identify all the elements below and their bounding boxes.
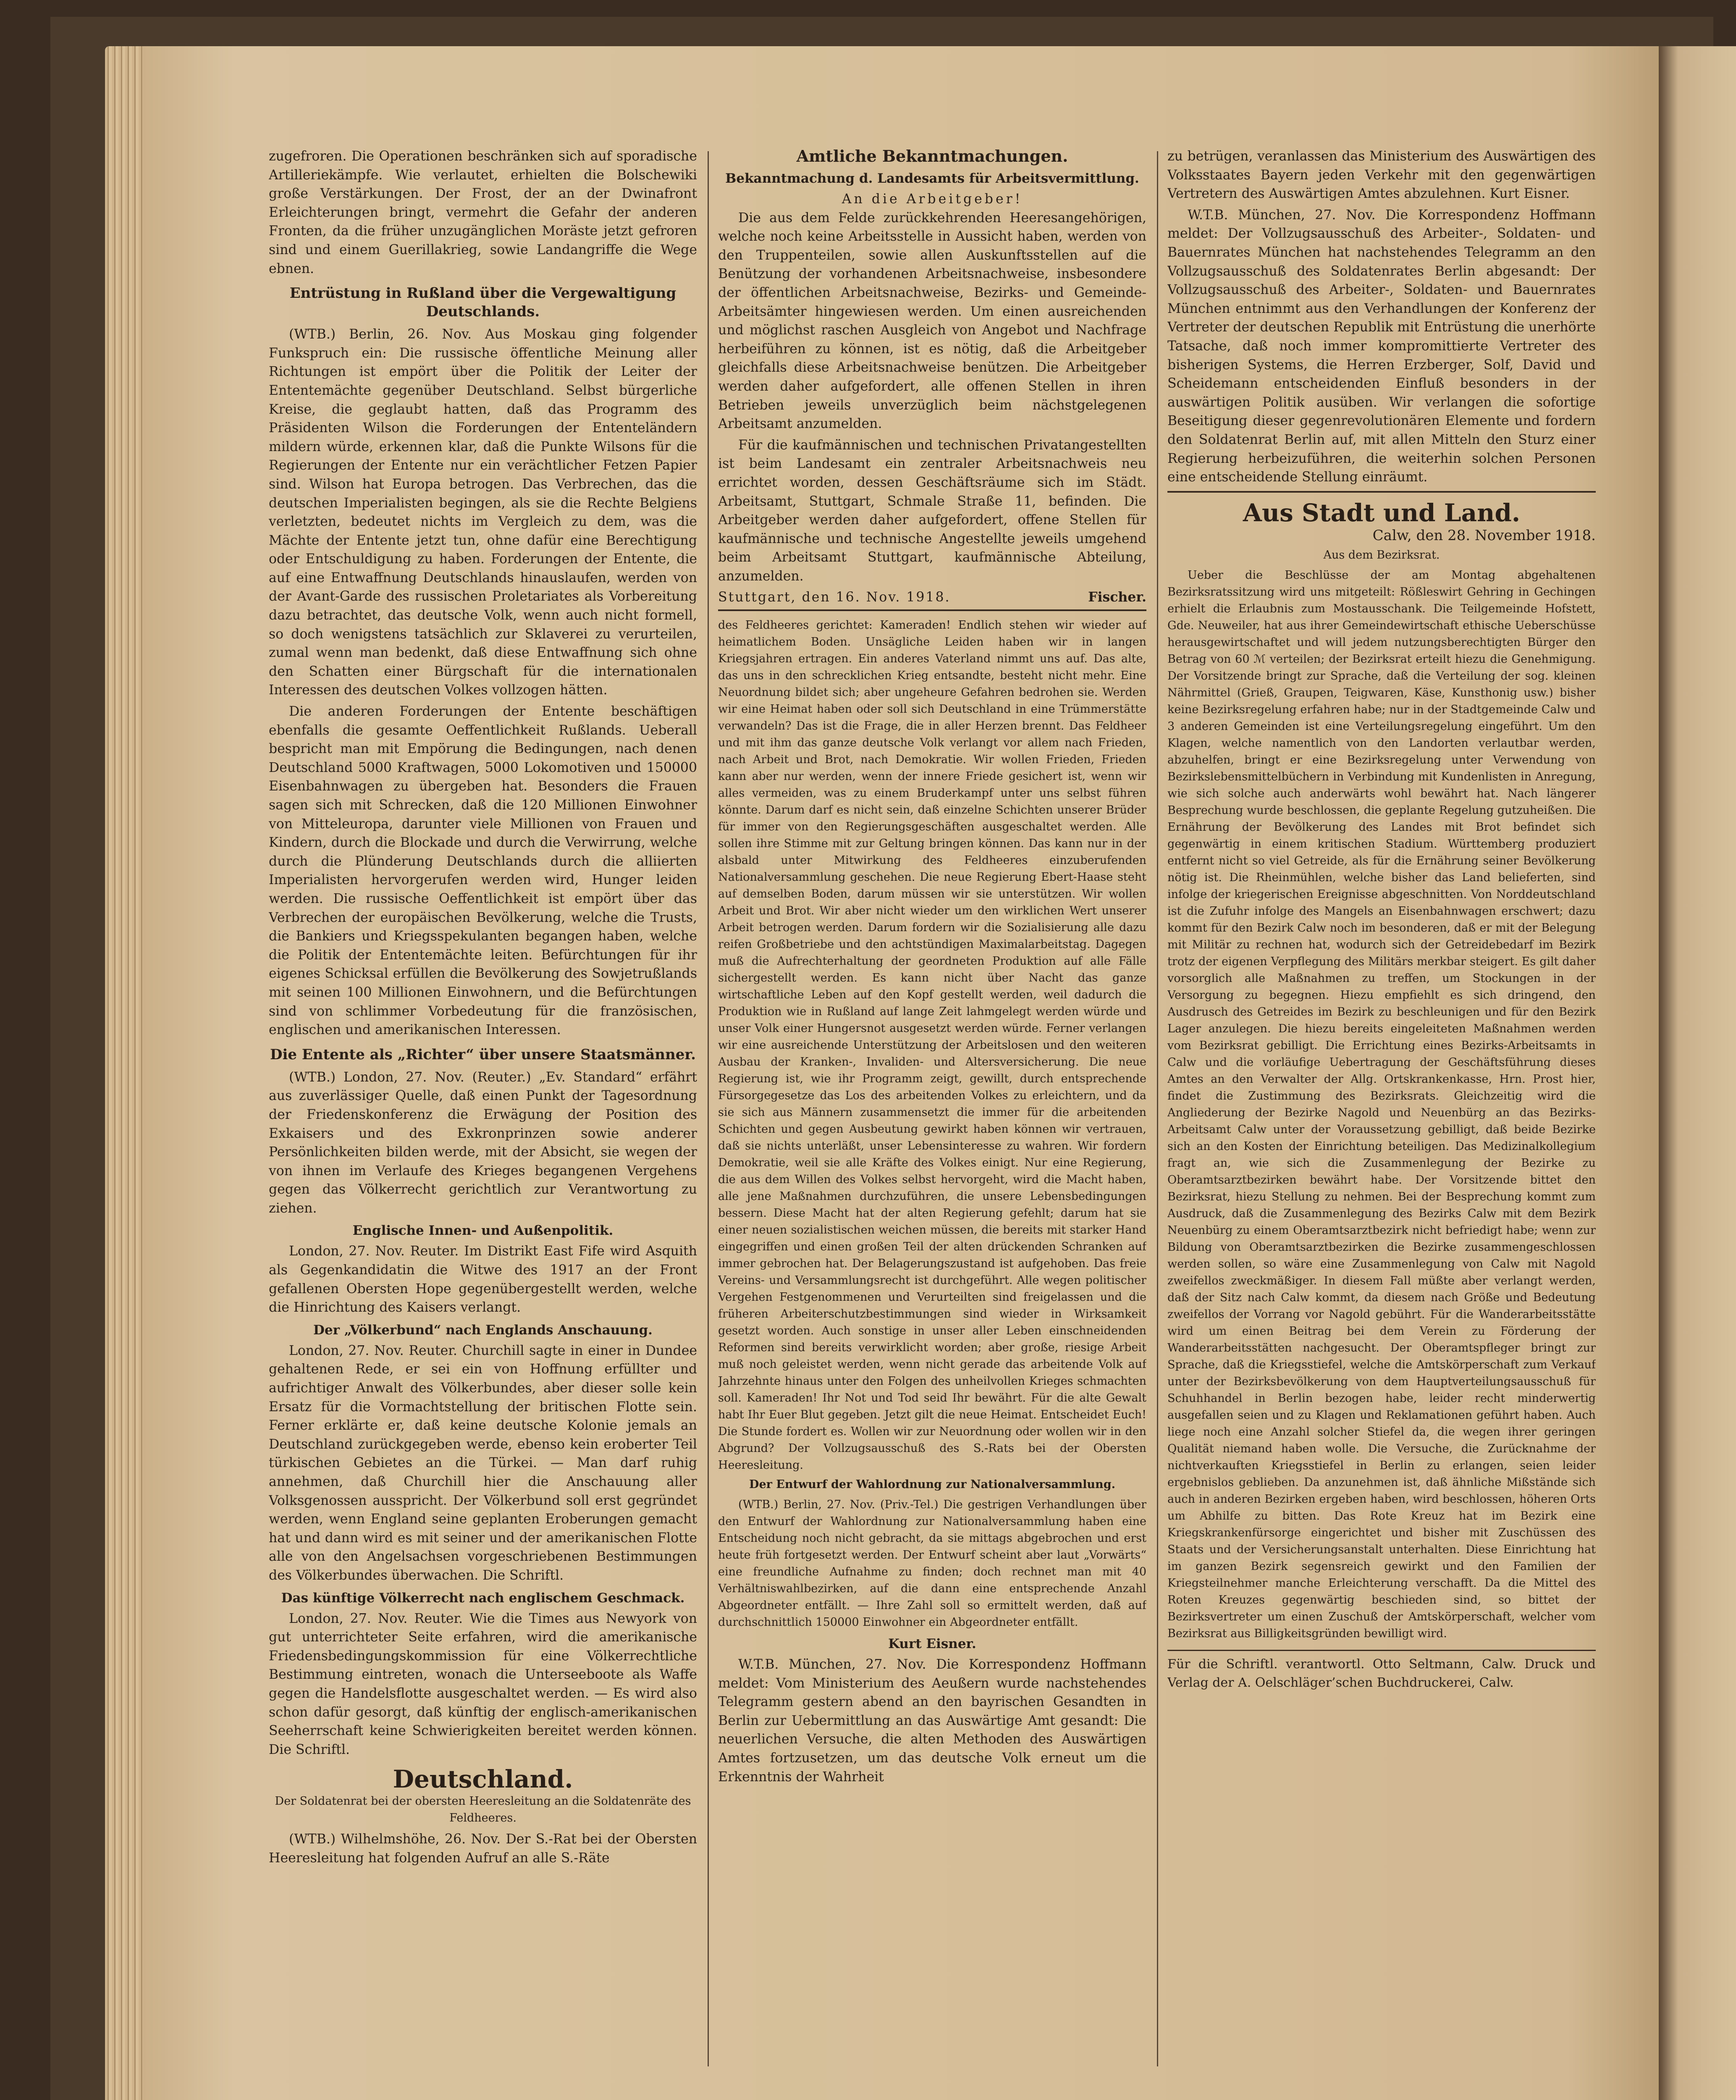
article-paragraph: W.T.B. München, 27. Nov. Die Korrespondenz Hoffmann meldet: Der Vollzugsausschuß des Arbeiter-, Soldaten- und Bauernrates München hat nachstehendes Telegramm an den Vollzugsausschuß des Soldatenrates Berlin abgesandt: Der Vollzugsausschuß des Arbeiter-, Soldaten- und Bauernrates München entnimmt aus den Verhandlungen der Konferenz der Vertreter der deutschen Republik mit Entrüstung die unerhörte Tatsache, daß noch immer kompromittierte Vertreter des bisherigen Systems, die Herren Erzberger, Solf, David und Scheidemann entscheidenden Einfluß besonders in der auswärtigen Politik ausüben. Wir verlangen die sofortige Beseitigung dieser gegenrevolutionären Elemente und fordern den Soldatenrat Berlin auf, mit allen Mitteln den Sturz einer Regierung herbeizuführen, die weiterhin solchen Personen eine entscheidende Stellung einräumt. (1167, 207, 1596, 485)
article-paragraph: (WTB.) Wilhelmshöhe, 26. Nov. Der S.-Rat bei der Obersten Heeresleitung hat folgenden Aufruf an alle S.-Räte (269, 1831, 697, 1866)
article-paragraph: zu betrügen, veranlassen das Ministerium des Auswärtigen des Volksstaates Bayern jeden Verkehr mit den gegenwärtigen Vertretern des Auswärtigen Amtes abzulehnen. Kurt Eisner. (1167, 149, 1596, 202)
article-paragraph: des Feldheeres gerichtet: Kameraden! Endlich stehen wir wieder auf heimatlichem Boden. Unsägliche Leiden haben wir in langen Kriegsjahren ertragen. Ein anderes Vaterland nimmt uns auf. Das alte, das uns in den schrecklichen Krieg entsandte, besteht nicht mehr. Eine Neuordnung bildet sich; aber ungeheure Gefahren bedrohen sie. Werden wir eine Heimat haben oder soll sich Deutschland in eine Trümmerstätte verwandeln? Das ist die Frage, die in aller Herzen brennt. Das Feldheer und mit ihm das ganze deutsche Volk verlangt vor allem nach Frieden, nach Arbeit und Brot, nach Demokratie. Wir wollen Frieden, Frieden kann aber nur werden, wenn der innere Friede gesichert ist, wenn wir alles vermeiden, was zu einem Bruderkampf unter uns selbst führen könnte. Darum darf es nicht sein, daß einzelne Schichten unserer Brüder für immer von den Regierungsgeschäften ausgeschaltet werden. Alle sollen ihre Stimme mit zur Geltung bringen können. Das kann nur in der alsbald unter Mitwirkung des Feldheeres einzuberufenden Nationalversammlung geschehen. Die neue Regierung Ebert-Haase steht auf demselben Boden, darum müssen wir sie unterstützen. Wir wollen Arbeit und Brot. Wir aber nicht wieder um den wirklichen Wert unserer Arbeit betrogen werden. Darum fordern wir die Sozialisierung alle dazu reifen Großbetriebe und den achtstündigen Maximalarbeitstag. Dagegen muß die Aufrechterhaltung der geordneten Produktion auf alle Fälle sichergestellt werden. Es kann nicht über Nacht das ganze wirtschaftliche Leben auf den Kopf gestellt werden, weil dadurch die Produktion wie in Rußland auf lange Zeit lahmgelegt werden würde und unser Volk einer Hungersnot ausgesetzt werden würde. Ferner verlangen wir eine ausreichende Unterstützung der Arbeitslosen und den weiteren Ausbau der Kranken-, Invaliden- und Altersversicherung. Die neue Regierung ist, wie ihr Programm zeigt, gewillt, durch entsprechende Fürsorgegesetze das Los des arbeitenden Volkes zu erleichtern, und da sie sich aus Männern zusammensetzt die immer für die arbeitenden Schichten und gegen Ausbeutung gewirkt haben können wir vertrauen, daß sie nichts unterläßt, unser Lebensinteresse zu wahren. Wir fordern Demokratie, weil sie alle Kräfte des Volkes einigt. Nur eine Regierung, die aus dem Willen des Volkes selbst hervorgeht, wird die Macht haben, alle jene Maßnahmen durchzuführen, die unsere Lebensbedingungen bessern. Diese Macht hat der alten Regierung gefehlt; darum hat sie einer neuen sozialistischen weichen müssen, die bereits mit starker Hand eingegriffen und einen großen Teil der alten drückenden Schranken auf immer gebrochen hat. Der Belagerungszustand ist aufgehoben. Das freie Vereins- und Versammlungsrecht ist durchgeführt. Alle wegen politischer Vergehen Festgenommenen und Verurteilten sind freigelassen und die früheren Arbeiterschutzbestimmungen sind wieder in Wirksamkeit gesetzt worden. Auch sonstige in unser aller Leben einschneidenden Reformen sind bereits verwirklicht worden; aber große, riesige Arbeit muß noch geleistet werden, wenn nicht gerade das arbeitende Volk auf Jahrzehnte hinaus unter den Folgen des unheilvollen Krieges schmachten soll. Kameraden! Ihr Not und Tod seid Ihr bewährt. Für die alte Gewalt habt Ihr Euer Blut gegeben. Jetzt gilt die neue Heimat. Entscheidet Euch! Die Stunde fordert es. Wollen wir zur Neuordnung oder wollen wir in den Abgrund? Der Vollzugsausschuß des S.-Rats bei der Obersten Heeresleitung. (718, 619, 1146, 1472)
headline: Bekanntmachung d. Landesamts für Arbeitsvermittlung. (725, 171, 1139, 186)
section-title: Amtliche Bekanntmachungen. (796, 147, 1068, 165)
article-paragraph: zugefroren. Die Operationen beschränken sich auf sporadische Artilleriekämpfe. Wie verlautet, erhielten die Bolschewiki große Verstärkungen. Der Frost, der an der Dwinafront Erleichterungen bringt, vermehrt die Gefahr der anderen Fronten, da die früher unzugänglichen Moräste jetzt gefroren sind und einem Guerillakrieg, sowie Landangriffe die Wege ebnen. (269, 149, 697, 276)
headline: Englische Innen- und Außenpolitik. (352, 1223, 614, 1239)
headline: Entrüstung in Rußland über die Vergewaltigung Deutschlands. (289, 285, 677, 320)
column-rule (1157, 151, 1158, 2066)
article-paragraph: Die aus dem Felde zurückkehrenden Heeresangehörigen, welche noch keine Arbeitsstelle in Aussicht haben, werden von den Truppenteilen, sowie allen Auskunftsstellen auf die Benützung der vorhandenen Arbeitsnachweise, insbesondere der öffentlichen Arbeitsnachweise, Bezirks- und Gemeinde-Arbeitsämter hingewiesen werden. Um einen ausreichenden und möglichst raschen Ausgleich von Angebot und Nachfrage herbeiführen zu können, ist es nötig, daß die Arbeitgeber gleichfalls diese Arbeitsnachweise benützen. Die Arbeitgeber werden daher aufgefordert, alle offenen Stellen in ihren Betrieben jeweils unverzüglich beim nächstgelegenen Arbeitsamt anzumelden. (718, 210, 1146, 432)
article-paragraph: (WTB.) Berlin, 27. Nov. (Priv.-Tel.) Die gestrigen Verhandlungen über den Entwurf der Wahlordnung zur Nationalversammlung haben eine Entscheidung noch nicht gebracht, da sie mittags abgebrochen und erst heute früh fortgesetzt werden. Der Entwurf scheint aber laut „Vorwärts“ eine freundliche Aufnahme zu finden; doch rechnet man mit 40 Verhältniswahlbezirken, auf die dann eine entsprechende Anzahl Abgeordneter entfällt. — Ihre Zahl soll so ermittelt werden, daß auf durchschnittlich 150000 Einwohner ein Abgeordneter entfällt. (718, 1498, 1146, 1629)
article-paragraph: London, 27. Nov. Reuter. Im Distrikt East Fife wird Asquith als Gegenkandidatin die Witwe des 1917 an der Front gefallenen Obersten Hope gegenübergestellt werden, welche die Hinrichtung des Kaisers verlangt. (269, 1244, 697, 1315)
article-paragraph: Für die kaufmännischen und technischen Privatangestellten ist beim Landesamt ein zentraler Arbeitsnachweis neu errichtet worden, dessen Geschäftsräume sich im Städt. Arbeitsamt, Stuttgart, Schmale Straße 11, befinden. Die Arbeitgeber werden daher aufgefordert, offene Stellen für kaufmännische und technische Angestellte jeweils umgehend beim Arbeitsamt Stuttgart, kaufmännische Abteilung, anzumelden. (718, 437, 1146, 584)
section-title: Deutschland. (393, 1765, 573, 1794)
section-divider (1167, 491, 1596, 493)
imprint: Für die Schriftl. verantwortl. Otto Seltmann, Calw. Druck und Verlag der A. Oelschläger’schen Buchdruckerei, Calw. (1167, 1650, 1596, 1693)
addressee: An die Arbeitgeber! (842, 192, 1023, 207)
signature-name: Fischer. (1088, 589, 1146, 605)
newspaper-page (143, 46, 1659, 2100)
article-paragraph: London, 27. Nov. Reuter. Wie die Times aus Newyork von gut unterrichteter Seite erfahren, wird die amerikanische Friedensbedingungskommission für eine Völkerrechtliche Bestimmung eintreten, wonach die Unterseeboote als Waffe gegen die Handelsflotte ausgeschaltet werden. — Es wird also schon dafür gesorgt, daß künftig der englisch-amerikanischen Seeherrschaft keine Schwierigkeiten bereitet werden können. Die Schriftl. (269, 1611, 697, 1757)
headline: Kurt Eisner. (888, 1636, 976, 1652)
article-paragraph: Ueber die Beschlüsse der am Montag abgehaltenen Bezirksratssitzung wird uns mitgeteilt: Rößleswirt Gehring in Gechingen erhielt die Erlaubnis zum Mostausschank. Die Teilgemeinde Hofstett, Gde. Neuweiler, hat aus ihrer Gemeindewirtschaft ethische Ueberschüsse herausgewirtschaftet und will jedem nutzungsberechtigten Bürger den Betrag von 60 ℳ verteilen; der Bezirksrat erteilt hiezu die Genehmigung. Der Vorsitzende bringt zur Sprache, daß die Verteilung der sog. kleinen Nährmittel (Grieß, Graupen, Teigwaren, Käse, Kunsthonig usw.) bisher keine Bezirksregelung erfahren habe; nur in der Stadtgemeinde Calw und 3 anderen Gemeinden ist eine Verteilungsregelung eingeführt. Um den Klagen, welche namentlich von den Landorten verlautbar werden, abzuhelfen, bringt er eine Bezirksregelung unter Verwendung von Bezirkslebensmittelbüchern in Verbindung mit Kundenlisten in Anregung, wie sich solche auch anderwärts wohl bewährt hat. Nach längerer Besprechung wurde beschlossen, die geplante Regelung gutzuheißen. Die Ernährung der Bevölkerung des Landes mit Brot befindet sich gegenwärtig in einem kritischen Stadium. Württemberg produziert entfernt nicht so viel Getreide, als für die Ernährung seiner Bevölkerung nötig ist. Die Rheinmühlen, welche bisher das Land belieferten, sind infolge der kriegerischen Ereignisse abgeschnitten. Von Norddeutschland ist die Zufuhr infolge des Mangels an Eisenbahnwagen erschwert; dazu kommt für den Bezirk Calw noch im besonderen, daß er mit der Belegung mit Militär zu rechnen hat, wodurch sich der Getreidebedarf im Bezirk trotz der eigenen Verpflegung des Militärs merkbar steigert. Es gilt daher vorsorglich alle Maßnahmen zu treffen, um Stockungen in der Versorgung zu begegnen. Hiezu empfiehlt es sich dringend, den Ausdrusch des Getreides im Bezirk zu beschleunigen und für den Bezirk Lager anzulegen. Die hiezu bereits eingeleiteten Maßnahmen werden vom Bezirksrat gebilligt. Die Errichtung eines Bezirks-Arbeitsamts in Calw und die vorläufige Uebertragung der Geschäftsführung dieses Amtes an den Verwalter der Allg. Ortskrankenkasse, Hrn. Prost hier, findet die Zustimmung des Bezirksrats. Gleichzeitig wird die Angliederung der Bezirke Nagold und Neuenbürg an das Bezirks-Arbeitsamt Calw unter der Voraussetzung gebilligt, daß beide Bezirke sich an den Kosten der Einrichtung beteiligen. Das Medizinalkollegium fragt an, wie sich die Zusammenlegung der Bezirke zu Oberamtsarztbezirken bewährt habe. Der Vorsitzende bittet den Bezirksrat, hiezu Stellung zu nehmen. Bei der Besprechung kommt zum Ausdruck, daß die Zusammenlegung des Bezirks Calw mit dem Bezirk Neuenbürg zu einem Oberamtsarztbezirk nicht befriedigt habe; wenn zur Bildung von Oberamtsarztbezirken die Bezirke zusammengeschlossen werden sollen, so wäre eine Zusammenlegung von Calw mit Nagold zweifellos zweckmäßiger. In diesem Fall müßte aber verlangt werden, daß der Sitz nach Calw kommt, da diesem nach Größe und Bedeutung zweifellos der Vorrang vor Nagold gebührt. Für die Wanderarbeitsstätte wird um einen Beitrag bei dem Verein zu Förderung der Wanderarbeitsstätten nachgesucht. Der Oberamtspfleger bringt zur Sprache, daß die Kriegsstiefel, welche die Amtskörperschaft zum Verkauf unter der Bezirksbevölkerung von dem Hauptverteilungsausschuß für Schuhhandel in Berlin bezogen habe, leider recht minderwertig ausgefallen seien und zu Klagen und Reklamationen geführt haben. Auch liege noch eine Anzahl solcher Stiefel da, die wegen ihrer geringen Qualität niemand haben wolle. Die Versuche, die Zurücknahme der nichtverkauften Kriegsstiefel in Berlin zu erlangen, seien leider ergebnislos geblieben. Da anzunehmen ist, daß ähnliche Mißstände sich auch in anderen Bezirken ergeben haben, wird beschlossen, höheren Orts um Abhilfe zu bitten. Das Rote Kreuz hat im Bezirk eine Kriegskrankenfürsorge eingerichtet und bisher mit Zuschüssen des Staats und der Versicherungsanstalt unterhalten. Diese Einrichtung hat im ganzen Bezirk segensreich gewirkt und den Familien der Kriegsteilnehmer manche Erleichterung verschafft. Da die Mittel des Roten Kreuzes gegenwärtig beschieden sind, so bittet der Bezirksvertreter um einen Zuschuß der Amtskörperschaft, welcher vom Bezirksrat aus Billigkeitsgründen bewilligt wird. (1167, 568, 1596, 1640)
column-middle (718, 147, 1146, 2066)
article-paragraph: Die anderen Forderungen der Entente beschäftigen ebenfalls die gesamte Oeffentlichkeit Rußlands. Ueberall bespricht man mit Empörung die Bedingungen, nach denen Deutschland 5000 Kraftwagen, 5000 Lokomotiven und 150000 Eisenbahnwagen zu übergeben hat. Besonders die Frauen sagen sich mit Schrecken, daß die 120 Millionen Einwohner von Mitteleuropa, darunter viele Millionen von Frauen und Kindern, durch die Blockade und durch die Verwirrung, welche durch die Plünderung Deutschlands durch die alliierten Imperialisten hervorgerufen werden wird, Hunger leiden werden. Die russische Oeffentlichkeit ist empört über das Verbrechen der europäischen Bevölkerung, welche die Trusts, die Bankiers und Kriegsspekulanten begangen haben, welche die Politik der Ententemächte leiten. Befürchtungen für ihr eigenes Schicksal erfüllen die Bevölkerung des Sowjetrußlands mit seinen 100 Millionen Einwohnern, und die Befürchtungen sind von schlimmer Vorbedeutung für die französischen, englischen und amerikanischen Interessen. (269, 704, 697, 1038)
signature-line (718, 588, 1146, 611)
article-paragraph: (WTB.) London, 27. Nov. (Reuter.) „Ev. Standard“ erfährt aus zuverlässiger Quelle, daß einen Punkt der Tagesordnung der Friedenskonferenz die Erwägung der Position des Exkaisers und des Exkronprinzen sowie anderer Persönlichkeiten bilden werde, mit der Absicht, sie wegen der von ihnen im Verlaufe des Krieges begangenen Vergehens gegen das Völkerrecht gerichtlich zur Verantwortung zu ziehen. (269, 1069, 697, 1216)
subheading: Der Soldatenrat bei der obersten Heeresleitung an die Soldatenräte des Feldheeres. (275, 1794, 691, 1824)
column-left (269, 147, 697, 2066)
article-paragraph: London, 27. Nov. Reuter. Churchill sagte in einer in Dundee gehaltenen Rede, er sei ein von Hoffnung erfüllter und aufrichtiger Anwalt des Völkerbundes, aber dieser solle kein Ersatz für die Vormachtstellung der britischen Flotte sein. Ferner erklärte er, daß keine deutsche Kolonie jemals an Deutschland zurückgegeben werde, ebenso kein eroberter Teil türkischen Gebietes an die Türkei. — Man darf ruhig annehmen, daß Churchill hier die Anschauung aller Volksgenossen ausspricht. Der Völkerbund soll erst gegründet werden, wenn England seine geplanten Eroberungen gemacht hat und dann wird es mit seiner und der amerikanischen Flotte alle von den Angelsachsen vorgeschriebenen Bestimmungen des Völkerbundes überwachen. Die Schriftl. (269, 1343, 697, 1583)
column-right (1167, 147, 1596, 2066)
article-paragraph: W.T.B. München, 27. Nov. Die Korrespondenz Hoffmann meldet: Vom Ministerium des Aeußern wurde nachstehendes Telegramm gestern abend an den bayrischen Gesandten in Berlin zur Uebermittlung an das Auswärtige Amt gesandt: Die neuerlichen Versuche, die alten Methoden des Auswärtigen Amtes fortzusetzen, um das deutsche Volk erneut um die Erkenntnis der Wahrheit (718, 1657, 1146, 1785)
article-paragraph: (WTB.) Berlin, 26. Nov. Aus Moskau ging folgender Funkspruch ein: Die russische öffentliche Meinung aller Richtungen ist empört über die Politik der Leiter der Ententemächte gegenüber Deutschland. Selbst bürgerliche Kreise, die geglaubt hatten, daß das Programm des Präsidenten Wilson die Forderungen der Ententeländern mildern würde, erkennen klar, daß die Punkte Wilsons für die Regierungen der Entente nur ein verächtlicher Fetzen Papier sind. Wilson hat Europa betrogen. Das Verbrechen, das die deutschen Imperialisten begingen, als sie die Rechte Belgiens verletzten, bedeutet nichts im Vergleich zu dem, was die Mächte der Entente jetzt tun, ohne dafür eine Berechtigung oder Entschuldigung zu haben. Forderungen der Entente, die auf eine Entwaffnung Deutschlands hinauslaufen, werden von der Avant-Garde des russischen Proletariates als Vorbereitung dazu betrachtet, das deutsche Volk, wenn auch nicht formell, so doch wenigstens tatsächlich zur Sklaverei zu verurteilen, zumal wenn man bedenkt, daß diese Entwaffnung sich ohne den Schatten einer Bürgschaft für die internationalen Interessen des deutschen Volkes vollzogen hätten. (269, 327, 697, 698)
headline: Die Entente als „Richter“ über unsere Staatsmänner. (270, 1046, 696, 1063)
signature-place-date: Stuttgart, den 16. Nov. 1918. (718, 590, 951, 605)
dateline: Calw, den 28. November 1918. (1372, 527, 1596, 544)
headline: Das künftige Völkerrecht nach englischem Geschmack. (281, 1590, 685, 1606)
section-title: Aus Stadt und Land. (1243, 498, 1521, 527)
headline: Der Entwurf der Wahlordnung zur Nationalversammlung. (749, 1478, 1115, 1491)
subheading: Aus dem Bezirksrat. (1323, 548, 1440, 562)
right-page-edge (1659, 46, 1736, 2100)
headline: Der „Völkerbund“ nach Englands Anschauung. (313, 1322, 653, 1338)
column-rule (708, 151, 709, 2066)
